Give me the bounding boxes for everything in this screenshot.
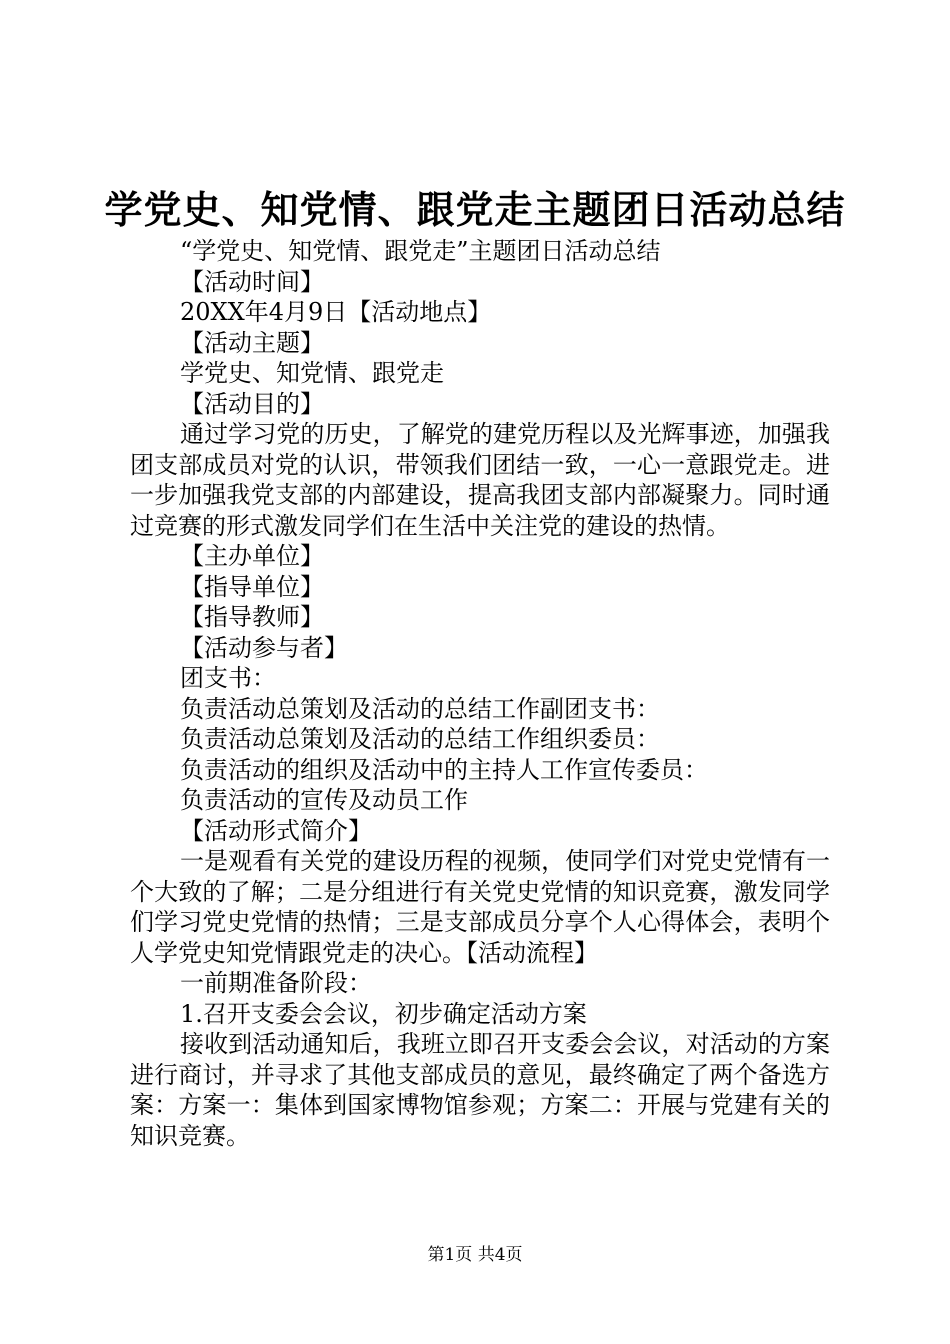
section-heading-host: 【主办单位】 bbox=[180, 542, 324, 570]
section-heading-time: 【活动时间】 bbox=[180, 267, 324, 296]
participant-line: 负责活动的组织及活动中的主持人工作宣传委员： bbox=[180, 755, 708, 784]
participant-line: 团支书： bbox=[180, 664, 276, 692]
section-heading-purpose: 【活动目的】 bbox=[180, 389, 324, 418]
step-paragraph: 接收到活动通知后，我班立即召开支委会会议，对活动的方案进行商讨，并寻求了其他支部成员的意见，最终确定了两个备选方案：方案一：集体到国家博物馆参观；方案二：开展与党建有关的知识竞赛。 bbox=[130, 1030, 830, 1150]
step-heading: 1.召开支委会会议，初步确定活动方案 bbox=[180, 999, 587, 1028]
section-heading-theme: 【活动主题】 bbox=[180, 328, 324, 357]
section-heading-guide-unit: 【指导单位】 bbox=[180, 572, 324, 601]
document-body bbox=[130, 236, 830, 1151]
section-heading-guide-teacher: 【指导教师】 bbox=[180, 603, 324, 631]
section-heading-participants: 【活动参与者】 bbox=[180, 633, 348, 662]
subtitle-line: “学党史、知党情、跟党走”主题团日活动总结 bbox=[180, 237, 661, 265]
participant-line: 负责活动总策划及活动的总结工作副团支书： bbox=[180, 694, 660, 723]
document-title: 学党史、知党情、跟党走主题团日活动总结 bbox=[104, 187, 846, 232]
stage-heading: 一前期准备阶段： bbox=[180, 969, 372, 997]
format-paragraph: 一是观看有关党的建设历程的视频，使同学们对党史党情有一个大致的了解；二是分组进行有关党史党情的知识竞赛，激发同学们学习党史党情的热情；三是支部成员分享个人心得体会，表明个人学党史知党情跟党走的决心。【活动流程】 bbox=[130, 847, 830, 967]
page-number-footer: 第1页 共4页 bbox=[427, 1245, 523, 1265]
purpose-paragraph: 通过学习党的历史，了解党的建党历程以及光辉事迹，加强我团支部成员对党的认识，带领我们团结一致，一心一意跟党走。进一步加强我党支部的内部建设，提高我团支部内部凝聚力。同时通过竞赛的形式激发同学们在生活中关注党的建设的热情。 bbox=[130, 420, 830, 540]
theme-text: 学党史、知党情、跟党走 bbox=[180, 359, 444, 387]
participant-line: 负责活动总策划及活动的总结工作组织委员： bbox=[180, 725, 660, 753]
participant-line: 负责活动的宣传及动员工作 bbox=[180, 786, 468, 814]
date-location-line: 20XX年4月9日【活动地点】 bbox=[180, 298, 492, 326]
section-heading-format: 【活动形式简介】 bbox=[180, 816, 372, 845]
